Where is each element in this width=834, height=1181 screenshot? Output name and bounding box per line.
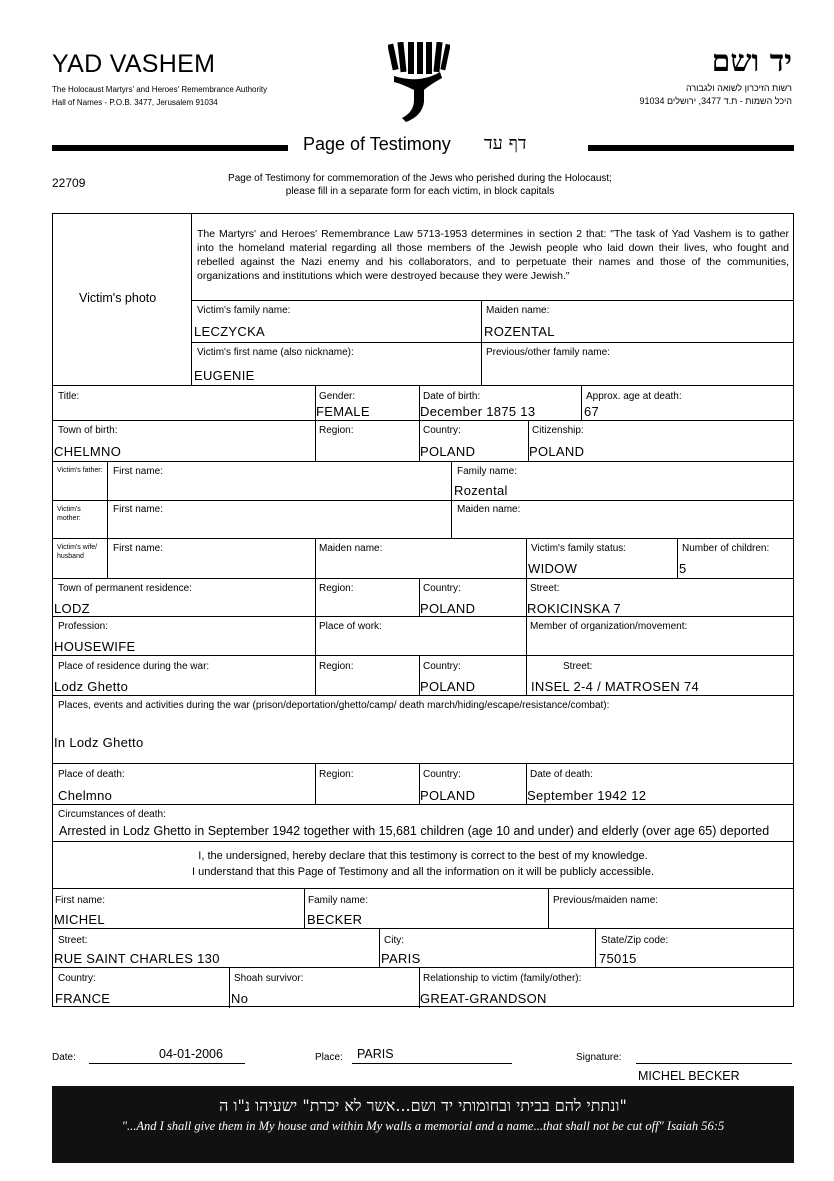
war-country-label: Country: [423, 661, 461, 672]
grid-line [53, 420, 793, 421]
father-family-name-label: Family name: [457, 466, 518, 477]
quote-banner [52, 1086, 794, 1163]
spouse-maiden-name-label: Maiden name: [319, 543, 383, 554]
dob-label: Date of birth: [423, 391, 481, 402]
grid-line [526, 538, 527, 695]
town-birth-value[interactable]: CHELMNO [54, 444, 122, 459]
residence-country-value[interactable]: POLAND [420, 601, 476, 616]
grid-line [53, 461, 793, 462]
submitter-first-name-label: First name: [55, 895, 106, 906]
grid-line [191, 214, 192, 385]
age-label: Approx. age at death: [586, 391, 682, 402]
yad-vashem-logo [388, 42, 450, 124]
signature-name: MICHEL BECKER [638, 1069, 740, 1083]
war-region-label: Region: [319, 661, 354, 672]
residence-country-label: Country: [423, 583, 461, 594]
grid-line [315, 763, 316, 804]
submitter-country-value[interactable]: FRANCE [55, 991, 111, 1006]
war-street-value[interactable]: INSEL 2-4 / MATROSEN 74 [531, 679, 700, 694]
death-region-label: Region: [319, 769, 354, 780]
grid-line [53, 763, 793, 764]
spouse-label: Victim's wife/ husband [57, 544, 98, 560]
org-sub-he-line2: היכל השמות - ת.ד 3477, ירושלים 91034 [639, 96, 792, 106]
place-underline [352, 1063, 512, 1064]
family-name-value[interactable]: LECZYCKA [194, 324, 266, 339]
citizenship-label: Citizenship: [532, 425, 584, 436]
submitter-country-label: Country: [58, 973, 96, 984]
profession-value[interactable]: HOUSEWIFE [54, 639, 136, 654]
relationship-value[interactable]: GREAT-GRANDSON [420, 991, 547, 1006]
grid-line [379, 928, 380, 967]
page-title: Page of Testimony [303, 134, 451, 154]
birth-country-value[interactable]: POLAND [420, 444, 476, 459]
submitter-city-label: City: [384, 935, 404, 946]
maiden-name-label: Maiden name: [486, 305, 550, 316]
grid-line [677, 538, 678, 578]
death-country-value[interactable]: POLAND [420, 788, 476, 803]
mother-label: Victim's mother: [57, 506, 81, 522]
death-country-label: Country: [423, 769, 461, 780]
intro-text [180, 172, 660, 198]
birth-country-label: Country: [423, 425, 461, 436]
submitter-street-value[interactable]: RUE SAINT CHARLES 130 [54, 951, 220, 966]
title-rule-left [52, 145, 288, 151]
remembrance-law-text: The Martyrs' and Heroes' Remembrance Law 5713-1953 determines in section 2 that: "The task of Yad Vashem is to gather into the homeland material regarding all those members of the Jewish people who laid down their lives, who fought and rebelled against the Nazi enemy and his collaborators, and to perpetuate their names and those of the communities, organizations and institutions which were destroyed because they were Jewish." [197, 228, 789, 282]
father-family-name-value[interactable]: Rozental [454, 483, 508, 498]
gender-label: Gender: [319, 391, 356, 402]
first-name-label: Victim's first name (also nickname): [197, 347, 354, 358]
citizenship-value[interactable]: POLAND [529, 444, 585, 459]
grid-line [53, 538, 793, 539]
grid-line [53, 655, 793, 656]
work-label: Place of work: [319, 621, 382, 632]
grid-line [53, 841, 793, 842]
org-sub-en-line1: The Holocaust Martyrs' and Heroes' Remembrance Authority [52, 85, 268, 94]
birth-region-label: Region: [319, 425, 354, 436]
children-value[interactable]: 5 [679, 561, 687, 576]
title-label: Title: [58, 391, 80, 402]
death-place-label: Place of death: [58, 769, 125, 780]
death-place-value[interactable]: Chelmno [58, 788, 113, 803]
victim-photo-label: Victim's photo [79, 291, 157, 305]
places-label: Places, events and activities during the war (prison/deportation/ghetto/camp/ death march/hiding/escape/resistance/combat): [58, 700, 610, 711]
member-label: Member of organization/movement: [530, 621, 688, 632]
family-name-label: Victim's family name: [197, 305, 291, 316]
grid-line [191, 342, 793, 343]
place-value[interactable]: PARIS [357, 1047, 394, 1061]
submitter-family-name-value[interactable]: BECKER [307, 912, 363, 927]
town-birth-label: Town of birth: [58, 425, 118, 436]
grid-line [53, 616, 793, 617]
grid-line [53, 385, 793, 386]
death-date-value[interactable]: September 1942 12 [527, 788, 647, 803]
grid-line [53, 695, 793, 696]
age-value[interactable]: 67 [584, 404, 600, 419]
mother-first-name-label: First name: [113, 504, 164, 515]
declaration-line2: I understand that this Page of Testimony and all the information on it will be publicly accessible. [191, 866, 655, 878]
circumstances-value[interactable]: Arrested in Lodz Ghetto in September 1942 together with 15,681 children (age 10 and under) and elderly (over age 65) deported [59, 824, 770, 838]
quote-english: "...And I shall give them in My house and within My walls a memorial and a name...that shall not be cut off" Isaiah 56:5 [121, 1119, 725, 1133]
submitter-first-name-value[interactable]: MICHEL [54, 912, 105, 927]
quote-hebrew: "ונתתי להם בביתי ובחומותי יד ושם...אשר לא יכרת" ישעיהו נ"ו ה [219, 1096, 627, 1115]
title-rule-right [588, 145, 794, 151]
page-title-he: דף עד [484, 133, 527, 154]
mother-maiden-name-label: Maiden name: [457, 504, 521, 515]
submitter-city-value[interactable]: PARIS [381, 951, 421, 966]
grid-line [481, 300, 482, 385]
grid-line [548, 888, 549, 928]
grid-line [53, 578, 793, 579]
grid-line [595, 928, 596, 967]
signature-underline [636, 1063, 792, 1064]
grid-line [53, 888, 793, 889]
submitter-zip-value[interactable]: 75015 [599, 951, 637, 966]
document-number: 22709 [52, 176, 86, 190]
gender-value[interactable]: FEMALE [316, 404, 370, 419]
residence-label: Town of permanent residence: [58, 583, 192, 594]
testimony-form [52, 213, 794, 1007]
grid-line [191, 300, 793, 301]
place-label: Place: [315, 1052, 343, 1063]
father-first-name-label: First name: [113, 466, 164, 477]
grid-line [451, 461, 452, 538]
dob-value[interactable]: December 1875 13 [420, 404, 536, 419]
death-date-label: Date of death: [530, 769, 593, 780]
org-name-en: YAD VASHEM [52, 50, 216, 78]
submitter-prev-name-label: Previous/maiden name: [553, 895, 659, 906]
first-name-value[interactable]: EUGENIE [194, 368, 255, 383]
intro-line1: Page of Testimony for commemoration of the Jews who perished during the Holocaust; [228, 173, 612, 184]
relationship-label: Relationship to victim (family/other): [423, 973, 582, 984]
declaration-line1: I, the undersigned, hereby declare that this testimony is correct to the best of my knowledge. [198, 850, 648, 862]
org-name-he: יד ושם [711, 44, 792, 79]
submitter-zip-label: State/Zip code: [601, 935, 669, 946]
grid-line [107, 461, 108, 578]
grid-line [304, 888, 305, 928]
profession-label: Profession: [58, 621, 109, 632]
grid-line [53, 804, 793, 805]
grid-line [53, 500, 793, 501]
residence-region-label: Region: [319, 583, 354, 594]
grid-line [315, 385, 316, 461]
date-underline [89, 1063, 245, 1064]
prev-family-name-label: Previous/other family name: [486, 347, 610, 358]
survivor-label: Shoah survivor: [234, 973, 304, 984]
submitter-family-name-label: Family name: [308, 895, 369, 906]
org-sub-en [52, 83, 267, 109]
residence-street-value[interactable]: ROKICINSKA 7 [527, 601, 621, 616]
circumstances-label: Circumstances of death: [58, 809, 166, 820]
grid-line [53, 967, 793, 968]
residence-value[interactable]: LODZ [54, 601, 90, 616]
maiden-name-value[interactable]: ROZENTAL [484, 324, 555, 339]
submitter-street-label: Street: [58, 935, 88, 946]
war-country-value[interactable]: POLAND [420, 679, 476, 694]
grid-line [315, 538, 316, 695]
war-residence-value[interactable]: Lodz Ghetto [54, 679, 129, 694]
spouse-first-name-label: First name: [113, 543, 164, 554]
org-sub-he-line1: רשות הזיכרון לשואה ולגבורה [685, 83, 792, 93]
residence-street-label: Street: [530, 583, 560, 594]
survivor-value[interactable]: No [231, 991, 249, 1006]
date-value[interactable]: 04-01-2006 [159, 1047, 223, 1061]
family-status-value[interactable]: WIDOW [528, 561, 578, 576]
war-residence-label: Place of residence during the war: [58, 661, 210, 672]
places-value[interactable]: In Lodz Ghetto [54, 735, 144, 750]
date-label: Date: [52, 1052, 76, 1063]
grid-line [53, 928, 793, 929]
war-street-label: Street: [563, 661, 593, 672]
org-sub-he [639, 82, 792, 108]
signature-label: Signature: [576, 1052, 622, 1063]
grid-line [229, 967, 230, 1008]
family-status-label: Victim's family status: [531, 543, 627, 554]
father-label: Victim's father: [57, 467, 103, 474]
intro-line2: please fill in a separate form for each victim, in block capitals [285, 186, 555, 197]
children-label: Number of children: [682, 543, 770, 554]
declaration [53, 848, 793, 880]
grid-line [581, 385, 582, 420]
org-sub-en-line2: Hall of Names - P.O.B. 3477, Jerusalem 91034 [52, 98, 218, 107]
